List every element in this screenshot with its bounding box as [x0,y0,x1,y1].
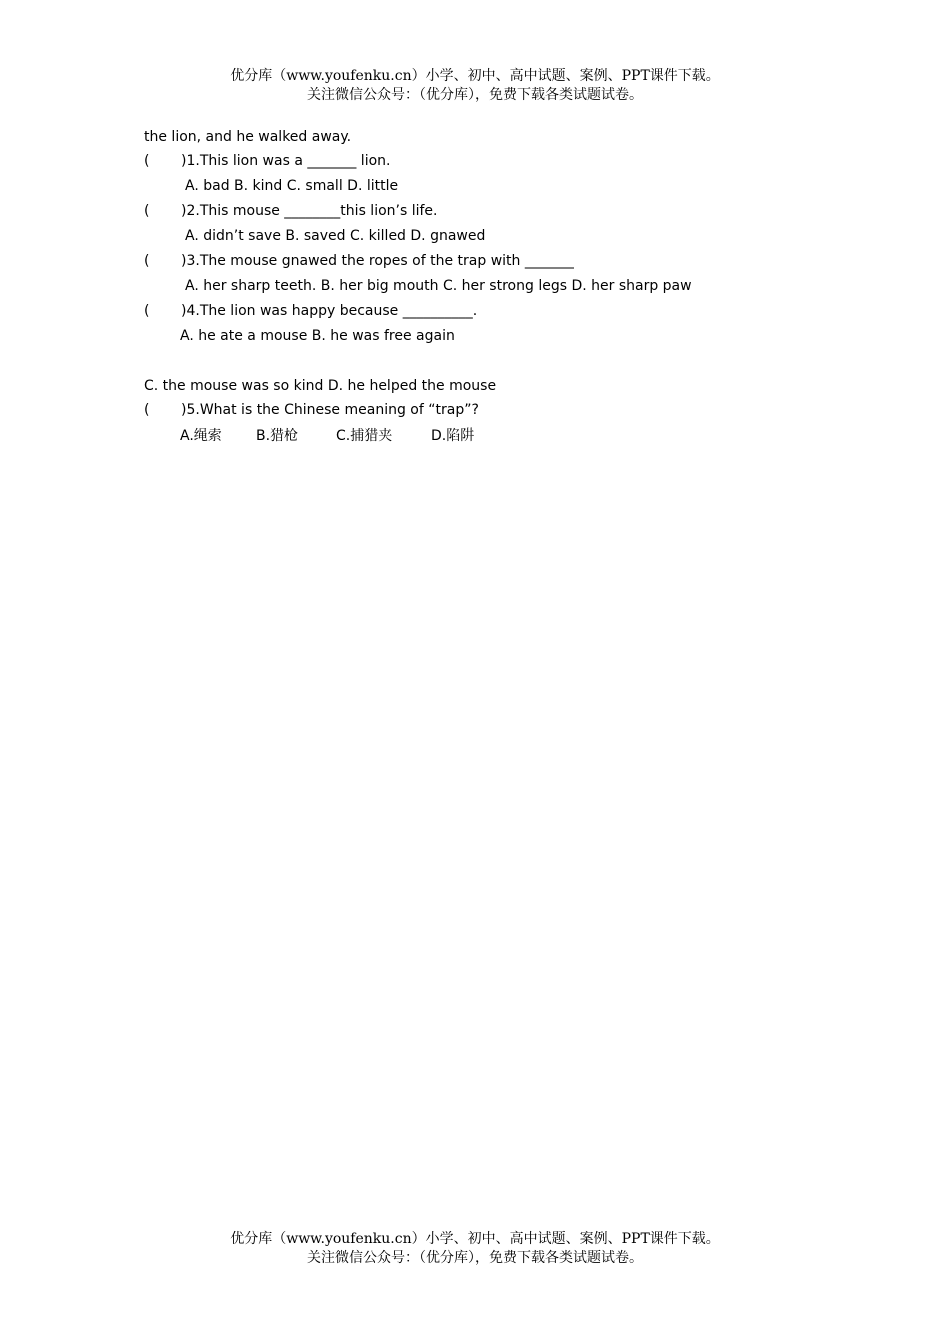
question-4-options-continued: C. the mouse was so kind D. he helped the mouse [144,378,497,394]
question-3-options: A. her sharp teeth. B. her big mouth C. her strong legs D. her sharp paw [185,278,692,294]
passage-ending-text: the lion, and he walked away. [144,129,352,145]
question-5-option-a: A.绳索 [180,428,222,444]
question-3 [144,252,844,270]
answer-paren-open: ( [144,203,150,219]
page-header-line-1: 优分库（www.youfenku.cn）小学、初中、高中试题、案例、PPT课件下载。 [230,68,720,84]
question-1 [144,152,844,170]
question-1-options: A. bad B. kind C. small D. little [185,178,399,194]
question-5-text: )5.What is the Chinese meaning of “trap”? [181,402,479,418]
question-5-option-c: C.捕猎夹 [336,428,393,444]
question-4-text: )4.The lion was happy because __________. [181,303,478,319]
page-footer-line-2: 关注微信公众号：（优分库），免费下载各类试题试卷。 [307,1250,643,1266]
question-3-text: )3.The mouse gnawed the ropes of the trap with _______ [181,253,574,269]
question-5 [144,401,844,419]
question-2-text: )2.This mouse ________this lion’s life. [181,203,438,219]
answer-paren-open: ( [144,253,150,269]
answer-paren-open: ( [144,402,150,418]
question-2-options: A. didn’t save B. saved C. killed D. gnawed [185,228,486,244]
question-1-text: )1.This lion was a _______ lion. [181,153,391,169]
page-header-line-2: 关注微信公众号：（优分库），免费下载各类试题试卷。 [307,87,643,103]
question-4 [144,302,844,320]
answer-paren-open: ( [144,153,150,169]
answer-paren-open: ( [144,303,150,319]
question-5-option-d: D.陷阱 [431,428,475,444]
question-4-options: A. he ate a mouse B. he was free again [180,328,455,344]
question-5-options [180,427,580,445]
page-footer-line-1: 优分库（www.youfenku.cn）小学、初中、高中试题、案例、PPT课件下载。 [230,1231,720,1247]
question-2 [144,202,844,220]
question-5-option-b: B.猎枪 [256,428,299,444]
